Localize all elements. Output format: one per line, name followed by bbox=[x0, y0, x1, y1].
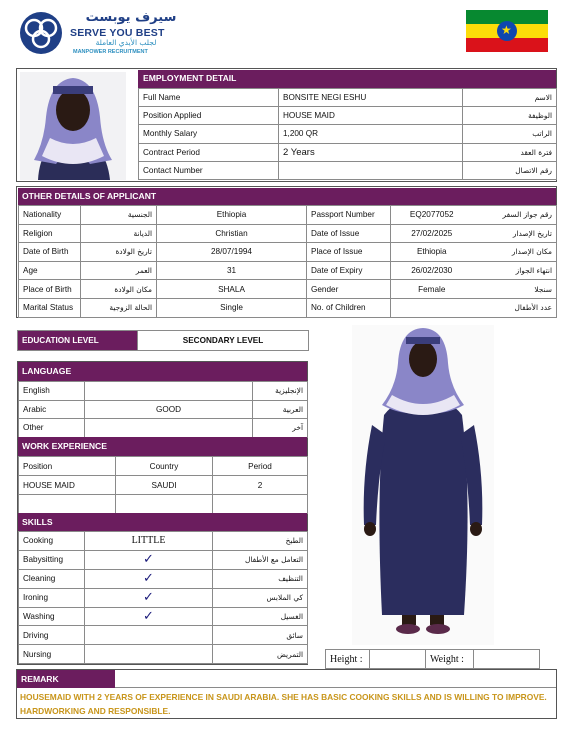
field-label: Position Applied bbox=[139, 107, 279, 125]
field-label-arabic: رقم جواز السفر bbox=[473, 206, 557, 225]
skill-name: Nursing bbox=[19, 645, 85, 664]
skill-name-arabic: الغسيل bbox=[213, 607, 308, 626]
field-label-arabic: تاريخ الإصدار bbox=[473, 224, 557, 243]
logo-tagline-en: MANPOWER RECRUITMENT bbox=[73, 49, 148, 55]
check-icon: ✓ bbox=[85, 607, 213, 626]
other-details-header: OTHER DETAILS OF APPLICANT bbox=[18, 188, 556, 205]
skill-row bbox=[19, 626, 308, 645]
language-table bbox=[18, 381, 308, 438]
remark-header-bar bbox=[115, 687, 556, 688]
work-header-row bbox=[19, 457, 308, 476]
employment-row bbox=[139, 161, 557, 179]
language-header: LANGUAGE bbox=[18, 362, 307, 381]
skill-name: Cooking bbox=[19, 532, 85, 551]
field-value: 2 Years bbox=[279, 143, 463, 161]
field-value: 28/07/1994 bbox=[157, 243, 307, 262]
field-label: Place of Birth bbox=[19, 280, 81, 299]
skill-name-arabic: التمريض bbox=[213, 645, 308, 664]
field-value: 31 bbox=[157, 261, 307, 280]
field-label: Date of Expiry bbox=[307, 261, 391, 280]
field-value bbox=[279, 161, 463, 179]
field-label-arabic: عدد الأطفال bbox=[473, 298, 557, 317]
work-position bbox=[19, 495, 116, 514]
field-label-arabic: الاسم bbox=[463, 89, 557, 107]
education-value: SECONDARY LEVEL bbox=[138, 331, 309, 351]
field-label-arabic: الحالة الزوجية bbox=[81, 298, 157, 317]
field-label: Nationality bbox=[19, 206, 81, 225]
skill-name-arabic: الطبخ bbox=[213, 532, 308, 551]
employment-row bbox=[139, 125, 557, 143]
field-value: Christian bbox=[157, 224, 307, 243]
skill-row bbox=[19, 588, 308, 607]
other-details-table bbox=[18, 205, 557, 318]
field-value: Female bbox=[391, 280, 473, 299]
skill-level bbox=[85, 645, 213, 664]
work-position: HOUSE MAID bbox=[19, 476, 116, 495]
field-label-arabic: فترة العقد bbox=[463, 143, 557, 161]
work-period: 2 bbox=[213, 476, 308, 495]
field-label-arabic: مكان الولادة bbox=[81, 280, 157, 299]
skill-level: LITTLE bbox=[85, 532, 213, 551]
work-experience-header: WORK EXPERIENCE bbox=[18, 437, 307, 456]
other-details-row bbox=[19, 224, 557, 243]
check-icon: ✓ bbox=[85, 588, 213, 607]
skill-name: Ironing bbox=[19, 588, 85, 607]
education-table bbox=[17, 330, 309, 351]
language-name-arabic: آخر bbox=[253, 419, 308, 438]
skill-row bbox=[19, 645, 308, 664]
language-name-arabic: العربية bbox=[253, 400, 308, 419]
applicant-photo-small bbox=[20, 72, 126, 180]
field-label-arabic: الراتب bbox=[463, 125, 557, 143]
skill-name: Driving bbox=[19, 626, 85, 645]
field-label-arabic: مكان الإصدار bbox=[473, 243, 557, 262]
language-level bbox=[85, 382, 253, 401]
field-label: Marital Status bbox=[19, 298, 81, 317]
skill-name: Cleaning bbox=[19, 569, 85, 588]
applicant-photo-full bbox=[352, 325, 494, 645]
skill-row bbox=[19, 532, 308, 551]
work-experience-table bbox=[18, 456, 308, 514]
logo-arabic: سيرف يوبست bbox=[85, 10, 177, 25]
field-value: Ethiopia bbox=[157, 206, 307, 225]
field-label: Full Name bbox=[139, 89, 279, 107]
field-label-arabic: الديانة bbox=[81, 224, 157, 243]
remark-text: HOUSEMAID WITH 2 YEARS OF EXPERIENCE IN SAUDI ARABIA. SHE HAS BASIC COOKING SKILLS AND IS WILLING TO IMPROVE. HARDWORKING AND RESPONSIBLE. bbox=[20, 692, 547, 716]
field-label-arabic: الجنسية bbox=[81, 206, 157, 225]
field-value: 27/02/2025 bbox=[391, 224, 473, 243]
field-label: No. of Children bbox=[307, 298, 391, 317]
work-column-header: Country bbox=[116, 457, 213, 476]
work-row bbox=[19, 495, 308, 514]
field-value: HOUSE MAID bbox=[279, 107, 463, 125]
skill-name-arabic: سائق bbox=[213, 626, 308, 645]
employment-table bbox=[138, 88, 557, 180]
field-value: Single bbox=[157, 298, 307, 317]
field-value: EQ2077052 bbox=[391, 206, 473, 225]
field-label-arabic: سنجلا bbox=[473, 280, 557, 299]
language-level: GOOD bbox=[85, 400, 253, 419]
language-name: Arabic bbox=[19, 400, 85, 419]
skills-header: SKILLS bbox=[18, 513, 307, 531]
language-name: English bbox=[19, 382, 85, 401]
other-details-row bbox=[19, 206, 557, 225]
field-value: BONSITE NEGI ESHU bbox=[279, 89, 463, 107]
field-value: SHALA bbox=[157, 280, 307, 299]
check-icon: ✓ bbox=[85, 569, 213, 588]
employment-row bbox=[139, 89, 557, 107]
field-label-arabic: رقم الاتصال bbox=[463, 161, 557, 179]
field-label: Date of Birth bbox=[19, 243, 81, 262]
field-label: Gender bbox=[307, 280, 391, 299]
employment-row bbox=[139, 143, 557, 161]
skills-table bbox=[18, 531, 308, 664]
other-details-row bbox=[19, 261, 557, 280]
check-icon: ✓ bbox=[85, 550, 213, 569]
work-period bbox=[213, 495, 308, 514]
skill-row bbox=[19, 550, 308, 569]
language-level bbox=[85, 419, 253, 438]
other-details-row bbox=[19, 298, 557, 317]
work-column-header: Period bbox=[213, 457, 308, 476]
field-value: 26/02/2030 bbox=[391, 261, 473, 280]
field-value bbox=[391, 298, 473, 317]
ethiopia-flag-icon: ★ bbox=[466, 10, 548, 52]
field-label-arabic: انتهاء الجواز bbox=[473, 261, 557, 280]
language-row bbox=[19, 382, 308, 401]
work-column-header: Position bbox=[19, 457, 116, 476]
field-label: Monthly Salary bbox=[139, 125, 279, 143]
field-label: Contract Period bbox=[139, 143, 279, 161]
work-country bbox=[116, 495, 213, 514]
skill-name-arabic: التنظيف bbox=[213, 569, 308, 588]
measure-table bbox=[325, 649, 540, 669]
skill-level bbox=[85, 626, 213, 645]
language-name: Other bbox=[19, 419, 85, 438]
skill-row bbox=[19, 607, 308, 626]
employment-row bbox=[139, 107, 557, 125]
field-label-arabic: الوظيفة bbox=[463, 107, 557, 125]
remark-header: REMARK bbox=[17, 670, 115, 688]
logo-english: SERVE YOU BEST bbox=[70, 27, 165, 39]
language-name-arabic: الإنجليزية bbox=[253, 382, 308, 401]
field-label: Age bbox=[19, 261, 81, 280]
logo-tagline-ar: لجلب الأيدي العاملة bbox=[95, 38, 157, 47]
field-label-arabic: تاريخ الولادة bbox=[81, 243, 157, 262]
work-row bbox=[19, 476, 308, 495]
weight-label: Weight : bbox=[426, 650, 474, 669]
field-label: Passport Number bbox=[307, 206, 391, 225]
field-label: Contact Number bbox=[139, 161, 279, 179]
height-value bbox=[370, 650, 426, 669]
field-label: Religion bbox=[19, 224, 81, 243]
education-label: EDUCATION LEVEL bbox=[18, 331, 138, 351]
language-row bbox=[19, 400, 308, 419]
field-value: 1,200 QR bbox=[279, 125, 463, 143]
skill-row bbox=[19, 569, 308, 588]
field-label: Date of Issue bbox=[307, 224, 391, 243]
skill-name-arabic: التعامل مع الأطفال bbox=[213, 550, 308, 569]
company-logo bbox=[18, 10, 178, 56]
height-label: Height : bbox=[326, 650, 370, 669]
weight-value bbox=[474, 650, 540, 669]
skill-name-arabic: كي الملابس bbox=[213, 588, 308, 607]
skill-name: Babysitting bbox=[19, 550, 85, 569]
other-details-row bbox=[19, 280, 557, 299]
field-value: Ethiopia bbox=[391, 243, 473, 262]
language-row bbox=[19, 419, 308, 438]
logo-emblem-icon bbox=[18, 10, 64, 56]
work-country: SAUDI bbox=[116, 476, 213, 495]
field-label: Place of Issue bbox=[307, 243, 391, 262]
skill-name: Washing bbox=[19, 607, 85, 626]
field-label-arabic: العمر bbox=[81, 261, 157, 280]
employment-detail-header: EMPLOYMENT DETAIL bbox=[138, 70, 556, 88]
other-details-row bbox=[19, 243, 557, 262]
